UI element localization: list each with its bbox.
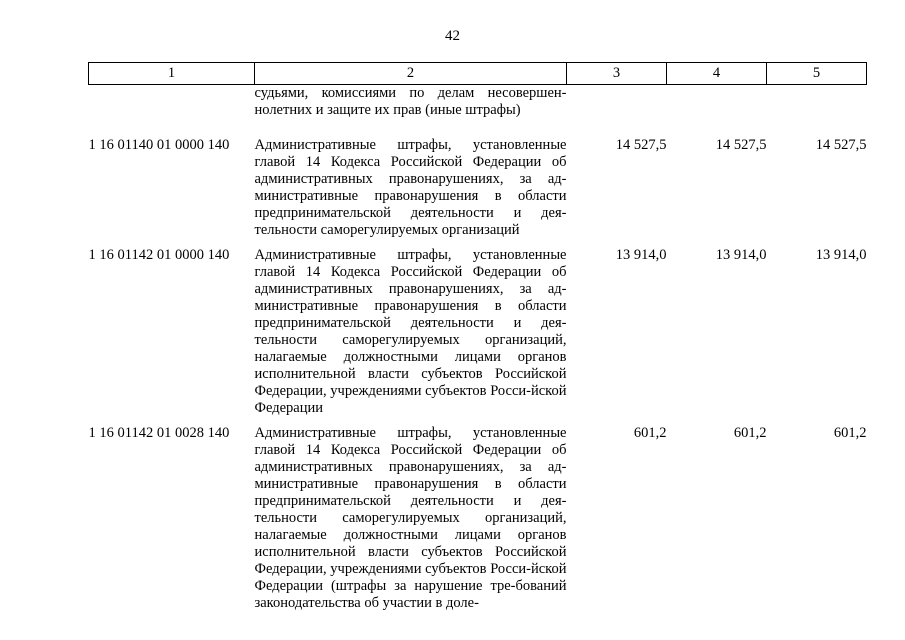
- table-row: [89, 119, 867, 239]
- page-number: 42: [445, 28, 460, 44]
- header-row: [89, 63, 867, 85]
- row-code: 1 16 01140 01 0000 140: [88, 137, 230, 153]
- header-col-3: 3: [567, 63, 667, 85]
- row-description: Административные штрафы, установленные главой 14 Кодекса Российской Федерации об административных правонарушениях, за ад-министративные правонарушения в области предпринимательской деятельности и дея-тельности саморегулируемых организаций: [254, 137, 567, 238]
- budget-table: [88, 62, 867, 612]
- row-value-col5: 13 914,0: [815, 247, 867, 263]
- row-value-col5: 601,2: [833, 425, 867, 441]
- header-col-4: 4: [667, 63, 767, 85]
- row-value-col3: 14 527,5: [615, 137, 667, 153]
- row-value-col4: 601,2: [733, 425, 767, 441]
- row-value-col3: 13 914,0: [615, 247, 667, 263]
- row-value-col4: 13 914,0: [715, 247, 767, 263]
- row-value-col4: 14 527,5: [715, 137, 767, 153]
- row-code: 1 16 01142 01 0028 140: [88, 425, 230, 441]
- row-value-col3: 601,2: [633, 425, 667, 441]
- table-row: [89, 417, 867, 612]
- row-description: Административные штрафы, установленные главой 14 Кодекса Российской Федерации об административных правонарушениях, за ад-министративные правонарушения в области предпринимательской деятельности и дея-тельности саморегулируемых организаций, налагаемые должностными лицами органов исполнительной власти субъектов Российской Федерации, учреждениями субъектов Росси-йской Федерации (штрафы за нарушение тре-бований законодательства об участии в доле-: [254, 425, 567, 611]
- table-row: [89, 239, 867, 417]
- row-value-col5: 14 527,5: [815, 137, 867, 153]
- continuation-description: судьями, комиссиями по делам несовершен-нолетних и защите их прав (иные штрафы): [254, 85, 567, 118]
- row-code: 1 16 01142 01 0000 140: [88, 247, 230, 263]
- header-col-1: 1: [89, 63, 255, 85]
- row-description: Административные штрафы, установленные главой 14 Кодекса Российской Федерации об административных правонарушениях, за ад-министративные правонарушения в области предпринимательской деятельности и дея-тельности саморегулируемых организаций, налагаемые должностными лицами органов исполнительной власти субъектов Российской Федерации, учреждениями субъектов Росси-йской Федерации: [254, 247, 567, 416]
- header-col-2: 2: [255, 63, 567, 85]
- header-col-5: 5: [767, 63, 867, 85]
- continuation-row: [89, 85, 867, 120]
